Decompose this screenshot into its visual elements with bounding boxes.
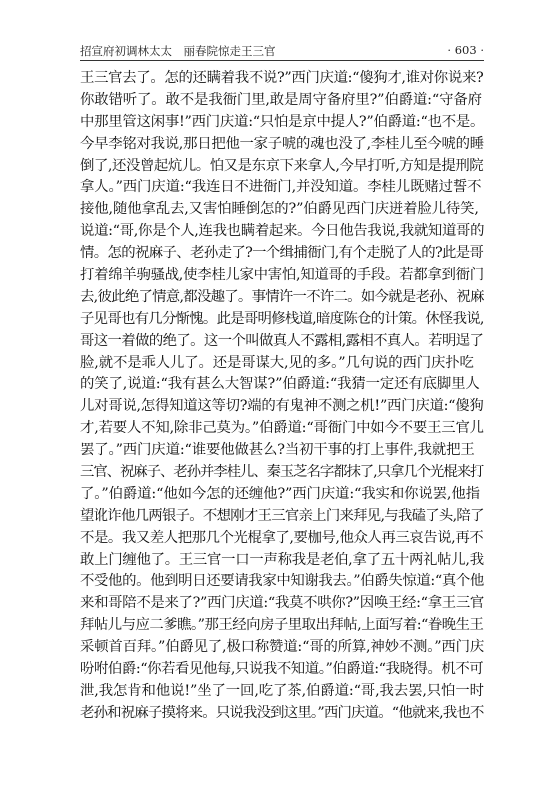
text-line: 敢上门缠他了。王三官一口一声称我是老伯,拿了五十两礼帖儿,我 — [80, 551, 484, 568]
text-line: 接他,随他拿乱去,又害怕睡倒怎的?”伯爵见西门庆迸着脸儿待笑, — [80, 201, 479, 218]
text-line: 了。”伯爵道:“他如今怎的还缠他?”西门庆道:“我实和你说罢,他指 — [80, 485, 480, 502]
body-text — [80, 68, 488, 725]
text-line: 哥这一着做的绝了。这一个叫做真人不露相,露相不真人。若明逞了 — [80, 332, 484, 349]
text-line: 脸,就不是乖人儿了。还是哥谋大,见的多。”几句说的西门庆扑吃 — [80, 354, 474, 371]
text-line: 不受他的。他到明日还要请我家中知谢我去。”伯爵失惊道:“真个他 — [80, 573, 484, 590]
text-line: 情。怎的祝麻子、老孙走了?一个缉捕衙门,有个走脱了人的?此是哥 — [80, 245, 484, 262]
text-line: 今早李铭对我说,那日把他一家子唬的魂也没了,李桂儿至今唬的睡 — [80, 135, 484, 152]
text-line: 才,若要人不知,除非己莫为。”伯爵道:“哥衙门中如今不要王三官儿 — [80, 420, 484, 437]
text-line: 泄,我怎肯和他说!”坐了一回,吃了茶,伯爵道:“哥,我去罢,只怕一时 — [80, 682, 484, 699]
text-line: 望讹诈他几两银子。不想刚才王三官亲上门来拜见,与我磕了头,陪了 — [80, 507, 484, 524]
text-line: 采顿首百拜。”伯爵见了,极口称赞道:“哥的所算,神妙不测。”西门庆 — [80, 639, 485, 656]
text-line: 来和哥陪不是来了?”西门庆道:“我莫不哄你?”因唤王经:“拿王三官 — [80, 595, 485, 612]
page-number: · 603 · — [447, 43, 484, 57]
text-line: 拜帖儿与应二爹瞧。”那王经向房子里取出拜帖,上面写着:“眷晚生王 — [80, 617, 484, 634]
text-line: 的笑了,说道:“我有甚么大智谋?”伯爵道:“我猜一定还有底脚里人 — [80, 376, 480, 393]
text-line: 三官、祝麻子、老孙并李桂儿、秦玉芝名字都抹了,只拿几个光棍来打 — [80, 464, 484, 481]
text-line: 王三官去了。怎的还瞒着我不说?”西门庆道:“傻狗才,谁对你说来? — [80, 70, 484, 86]
text-line: 倒了,还没曾起炕儿。怕又是东京下来拿人,今早打听,方知是提刑院 — [80, 157, 484, 174]
text-line: 说道:“哥,你是个人,连我也瞒着起来。今日他告我说,我就知道哥的 — [80, 223, 485, 240]
text-line: 打着绵羊驹骚战,使李桂儿家中害怕,知道哥的手段。若都拿到衙门 — [80, 267, 484, 284]
header-rule — [80, 60, 484, 61]
chapter-title: 招宣府初调林太太 丽春院惊走王三官 — [80, 44, 276, 58]
text-line: 老孙和祝麻子摸将来。只说我没到这里。”西门庆道。“他就来,我也不 — [80, 704, 484, 721]
text-line: 罢了。”西门庆道:“谁要他做甚么?当初干事的打上事件,我就把王 — [80, 442, 475, 459]
text-line: 吩咐伯爵:“你若看见他每,只说我不知道。”伯爵道:“我晓得。机不可 — [80, 661, 484, 678]
text-line: 不是。我又差人把那几个光棍拿了,要枷号,他众人再三哀告说,再不 — [80, 529, 484, 546]
text-line: 中那里管这闲事!”西门庆道:“只怕是京中提人?”伯爵道:“也不是。 — [80, 113, 485, 130]
text-line: 儿对哥说,怎得知道这等切?端的有鬼神不测之机!”西门庆道:“傻狗 — [80, 398, 484, 415]
text-line: 子见哥也有几分惭愧。此是哥明修栈道,暗度陈仓的计策。休怪我说, — [80, 310, 484, 327]
text-line: 拿人。”西门庆道:“我连日不进衙门,并没知道。李桂儿既赌过誓不 — [80, 179, 482, 196]
running-header — [80, 43, 484, 59]
text-line: 你敢错听了。敢不是我衙门里,敢是周守备府里?”伯爵道:“守备府 — [80, 91, 482, 108]
text-line: 去,彼此绝了情意,都没趣了。事情许一不许二。如今就是老孙、祝麻 — [80, 288, 484, 305]
